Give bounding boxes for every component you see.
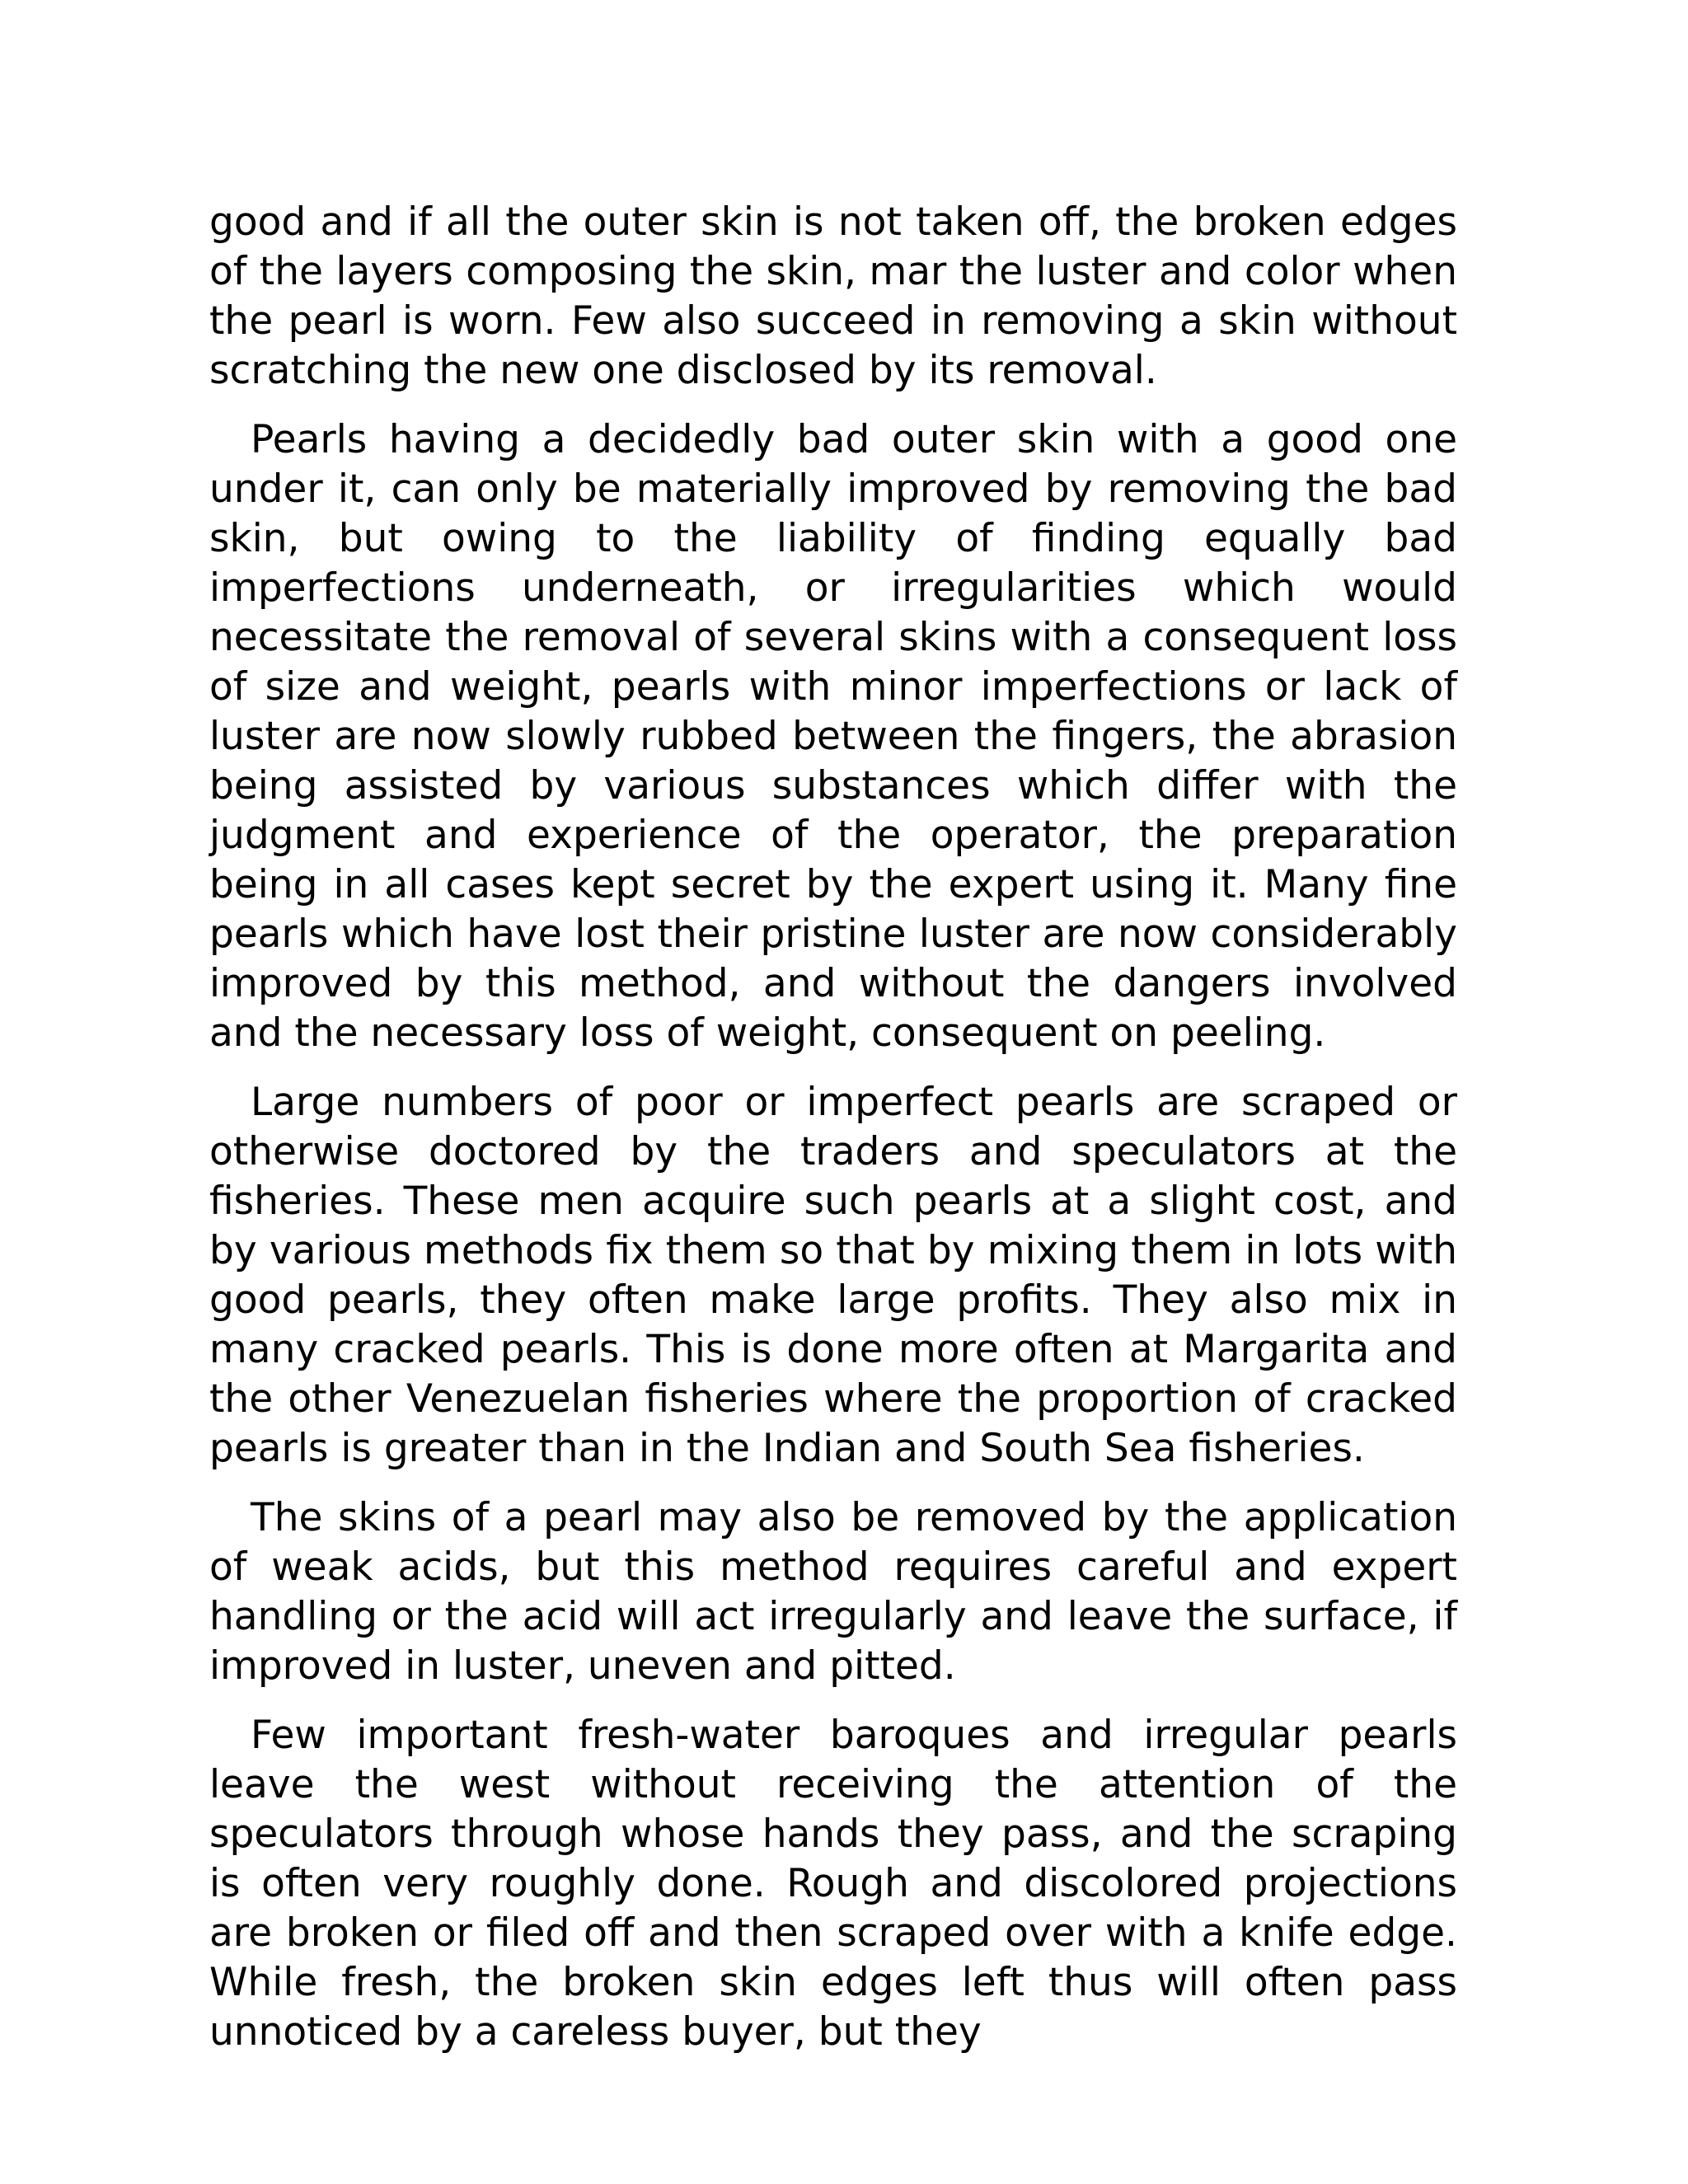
paragraph-continuation: good and if all the outer skin is not taken off, the broken edges of the layers composing the skin, mar the luster and color when the pearl is worn. Few also succeed in removing a skin without scratching the new one disclosed by its removal. [209,199,1457,393]
paragraph-pearl-skin-removal: Pearls having a decidedly bad outer skin with a good one under it, can only be materially improved by removing the bad skin, but owing to the liability of finding equally bad imperfections underneath, or irregularities which would necessitate the removal of several skins with a consequent loss of size and weight, pearls with minor imperfections or lack of luster are now slowly rubbed between the fingers, the abrasion being assisted by various substances which differ with the judgment and experience of the operator, the preparation being in all cases kept secret by the expert using it. Many fine pearls which have lost their pristine luster are now considerably improved by this method, and without the dangers involved and the necessary loss of weight, consequent on peeling. [209,417,1457,1056]
body-text [209,198,1457,2077]
paragraph-fresh-water-baroques: Few important fresh-water baroques and irregular pearls leave the west without receiving the attention of the speculators through whose hands they pass, and the scraping is often very roughly done. Rough and discolored projections are broken or filed off and then scraped over with a knife edge. While fresh, the broken skin edges left thus will often pass unnoticed by a careless buyer, but they [209,1713,1457,2055]
paragraph-doctored-pearls: Large numbers of poor or imperfect pearls are scraped or otherwise doctored by the traders and speculators at the fisheries. These men acquire such pearls at a slight cost, and by various methods fix them so that by mixing them in lots with good pearls, they often make large profits. They also mix in many cracked pearls. This is done more often at Margarita and the other Venezuelan fisheries where the proportion of cracked pearls is greater than in the Indian and South Sea fisheries. [209,1080,1457,1471]
paragraph-weak-acids: The skins of a pearl may also be removed by the application of weak acids, but this method requires careful and expert handling or the acid will act irregularly and leave the surface, if improved in luster, uneven and pitted. [209,1495,1457,1689]
